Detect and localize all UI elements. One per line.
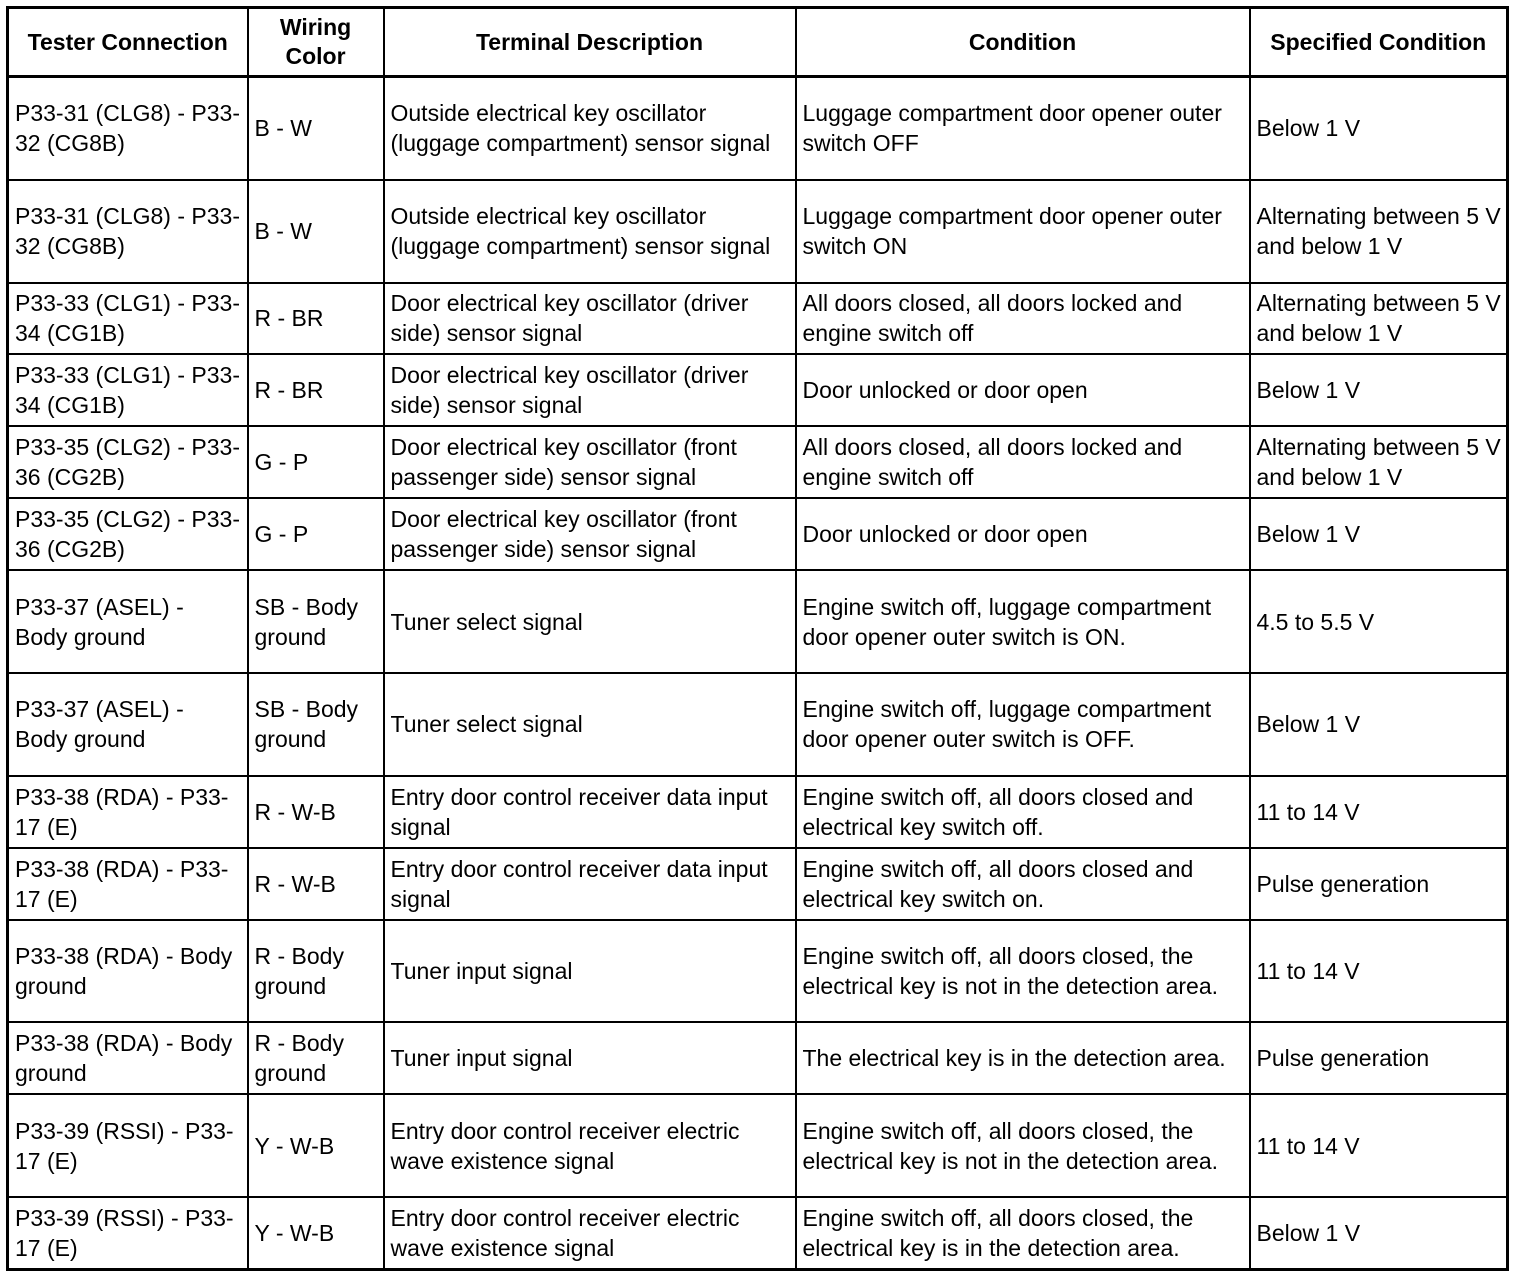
table-row [8, 776, 1508, 848]
cell-terminal-description: Tuner input signal [384, 920, 796, 1023]
cell-wiring-color: R - Body ground [248, 920, 384, 1023]
cell-terminal-description: Entry door control receiver data input signal [384, 848, 796, 920]
cell-specified-condition: Below 1 V [1250, 498, 1508, 570]
cell-terminal-description: Tuner input signal [384, 1022, 796, 1094]
cell-specified-condition: Below 1 V [1250, 673, 1508, 776]
cell-wiring-color: B - W [248, 180, 384, 283]
cell-wiring-color: Y - W-B [248, 1094, 384, 1197]
cell-condition: The electrical key is in the detection area. [796, 1022, 1250, 1094]
cell-condition: Door unlocked or door open [796, 498, 1250, 570]
cell-specified-condition: Below 1 V [1250, 77, 1508, 180]
cell-terminal-description: Entry door control receiver data input signal [384, 776, 796, 848]
header-specified-condition: Specified Condition [1250, 8, 1508, 77]
cell-condition: Engine switch off, all doors closed and electrical key switch on. [796, 848, 1250, 920]
cell-specified-condition: 4.5 to 5.5 V [1250, 570, 1508, 673]
cell-tester-connection: P33-38 (RDA) - Body ground [8, 1022, 248, 1094]
table-row [8, 673, 1508, 776]
cell-terminal-description: Entry door control receiver electric wave existence signal [384, 1094, 796, 1197]
table-row [8, 848, 1508, 920]
terminal-specification-table [6, 6, 1509, 1271]
cell-tester-connection: P33-31 (CLG8) - P33-32 (CG8B) [8, 77, 248, 180]
table-row [8, 180, 1508, 283]
cell-wiring-color: SB - Body ground [248, 673, 384, 776]
cell-wiring-color: R - BR [248, 354, 384, 426]
table-row [8, 77, 1508, 180]
cell-condition: Engine switch off, luggage compartment door opener outer switch is ON. [796, 570, 1250, 673]
header-terminal-description: Terminal Description [384, 8, 796, 77]
cell-tester-connection: P33-35 (CLG2) - P33-36 (CG2B) [8, 426, 248, 498]
cell-terminal-description: Tuner select signal [384, 673, 796, 776]
cell-wiring-color: R - BR [248, 283, 384, 355]
table-row [8, 1022, 1508, 1094]
cell-specified-condition: Alternating between 5 V and below 1 V [1250, 426, 1508, 498]
table-row [8, 1094, 1508, 1197]
cell-terminal-description: Outside electrical key oscillator (luggage compartment) sensor signal [384, 77, 796, 180]
cell-specified-condition: Pulse generation [1250, 848, 1508, 920]
cell-tester-connection: P33-39 (RSSI) - P33-17 (E) [8, 1197, 248, 1270]
cell-terminal-description: Door electrical key oscillator (driver side) sensor signal [384, 354, 796, 426]
cell-tester-connection: P33-38 (RDA) - Body ground [8, 920, 248, 1023]
cell-terminal-description: Tuner select signal [384, 570, 796, 673]
cell-specified-condition: Alternating between 5 V and below 1 V [1250, 283, 1508, 355]
cell-terminal-description: Outside electrical key oscillator (luggage compartment) sensor signal [384, 180, 796, 283]
header-wiring-color: Wiring Color [248, 8, 384, 77]
table-header-row [8, 8, 1508, 77]
cell-condition: Engine switch off, all doors closed and electrical key switch off. [796, 776, 1250, 848]
cell-tester-connection: P33-38 (RDA) - P33-17 (E) [8, 776, 248, 848]
cell-specified-condition: Below 1 V [1250, 1197, 1508, 1270]
cell-wiring-color: R - W-B [248, 848, 384, 920]
cell-wiring-color: R - W-B [248, 776, 384, 848]
cell-tester-connection: P33-37 (ASEL) - Body ground [8, 570, 248, 673]
cell-tester-connection: P33-33 (CLG1) - P33-34 (CG1B) [8, 283, 248, 355]
cell-tester-connection: P33-39 (RSSI) - P33-17 (E) [8, 1094, 248, 1197]
cell-terminal-description: Door electrical key oscillator (front passenger side) sensor signal [384, 498, 796, 570]
cell-wiring-color: G - P [248, 498, 384, 570]
table-row [8, 283, 1508, 355]
cell-wiring-color: Y - W-B [248, 1197, 384, 1270]
cell-specified-condition: Pulse generation [1250, 1022, 1508, 1094]
cell-specified-condition: 11 to 14 V [1250, 920, 1508, 1023]
header-tester-connection: Tester Connection [8, 8, 248, 77]
table-row [8, 354, 1508, 426]
cell-specified-condition: 11 to 14 V [1250, 776, 1508, 848]
cell-wiring-color: G - P [248, 426, 384, 498]
cell-condition: All doors closed, all doors locked and engine switch off [796, 426, 1250, 498]
cell-condition: Engine switch off, all doors closed, the electrical key is in the detection area. [796, 1197, 1250, 1270]
cell-wiring-color: B - W [248, 77, 384, 180]
cell-condition: Luggage compartment door opener outer switch OFF [796, 77, 1250, 180]
cell-specified-condition: 11 to 14 V [1250, 1094, 1508, 1197]
cell-tester-connection: P33-33 (CLG1) - P33-34 (CG1B) [8, 354, 248, 426]
cell-tester-connection: P33-38 (RDA) - P33-17 (E) [8, 848, 248, 920]
table-row [8, 498, 1508, 570]
cell-condition: Engine switch off, luggage compartment door opener outer switch is OFF. [796, 673, 1250, 776]
cell-tester-connection: P33-37 (ASEL) - Body ground [8, 673, 248, 776]
cell-condition: Engine switch off, all doors closed, the electrical key is not in the detection area. [796, 1094, 1250, 1197]
table-row [8, 570, 1508, 673]
header-condition: Condition [796, 8, 1250, 77]
cell-terminal-description: Door electrical key oscillator (front passenger side) sensor signal [384, 426, 796, 498]
cell-wiring-color: SB - Body ground [248, 570, 384, 673]
cell-wiring-color: R - Body ground [248, 1022, 384, 1094]
table-row [8, 426, 1508, 498]
cell-condition: Luggage compartment door opener outer switch ON [796, 180, 1250, 283]
cell-condition: Engine switch off, all doors closed, the electrical key is not in the detection area. [796, 920, 1250, 1023]
table-row [8, 920, 1508, 1023]
cell-condition: Door unlocked or door open [796, 354, 1250, 426]
table-row [8, 1197, 1508, 1270]
cell-specified-condition: Alternating between 5 V and below 1 V [1250, 180, 1508, 283]
cell-terminal-description: Door electrical key oscillator (driver side) sensor signal [384, 283, 796, 355]
cell-specified-condition: Below 1 V [1250, 354, 1508, 426]
cell-condition: All doors closed, all doors locked and engine switch off [796, 283, 1250, 355]
cell-tester-connection: P33-35 (CLG2) - P33-36 (CG2B) [8, 498, 248, 570]
cell-tester-connection: P33-31 (CLG8) - P33-32 (CG8B) [8, 180, 248, 283]
cell-terminal-description: Entry door control receiver electric wave existence signal [384, 1197, 796, 1270]
